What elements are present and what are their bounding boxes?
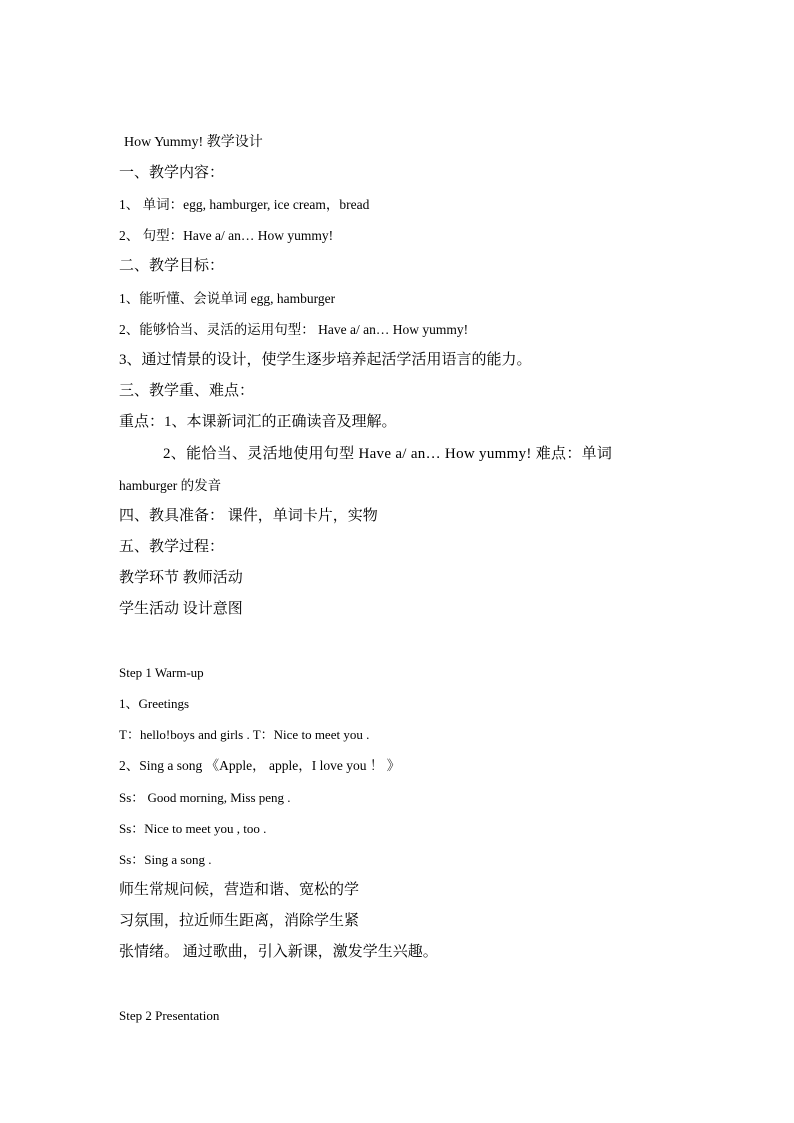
design-intent-line-2: 习氛围，拉近师生距离，消除学生紧: [119, 913, 360, 929]
step-1-teacher-greeting: T：hello!boys and girls . T：Nice to meet you .: [119, 727, 370, 742]
objective-item-3: 3、通过情景的设计，使学生逐步培养起活学活用语言的能力。: [119, 352, 532, 368]
content-item-words: 1、 单词：egg, hamburger, ice cream，bread: [119, 197, 370, 212]
step-1-student-reply-3: Ss：Sing a song .: [119, 852, 212, 867]
table-header-row-2: 学生活动 设计意图: [119, 601, 243, 617]
section-heading-key-points: 三、教学重、难点：: [119, 383, 255, 399]
objective-item-1: 1、能听懂、会说单词 egg, hamburger: [119, 291, 336, 306]
section-heading-objectives: 二、教学目标：: [119, 258, 225, 274]
key-point-1: 重点：1、本课新词汇的正确读音及理解。: [119, 414, 397, 430]
step-1-student-reply-1: Ss： Good morning, Miss peng .: [119, 790, 291, 805]
section-heading-process: 五、教学过程：: [119, 539, 225, 555]
step-1-heading: Step 1 Warm-up: [119, 665, 204, 680]
key-point-2: 2、能恰当、灵活地使用句型 Have a/ an… How yummy! 难点：单词: [163, 446, 613, 462]
design-intent-line-1: 师生常规问候，营造和谐、宽松的学: [119, 882, 360, 898]
document-title: How Yummy! 教学设计: [124, 135, 263, 150]
step-2-heading: Step 2 Presentation: [119, 1008, 220, 1023]
section-heading-materials: 四、教具准备： 课件，单词卡片，实物: [119, 508, 378, 524]
step-1-item-greetings: 1、Greetings: [119, 696, 190, 711]
design-intent-line-3: 张情绪。 通过歌曲，引入新课，激发学生兴趣。: [119, 944, 438, 960]
table-header-row-1: 教学环节 教师活动: [119, 570, 243, 586]
step-1-item-song: 2、Sing a song 《Apple， apple，I love you ！ 》: [119, 758, 401, 773]
section-heading-content: 一、教学内容：: [119, 165, 225, 181]
step-1-student-reply-2: Ss：Nice to meet you , too .: [119, 821, 267, 836]
difficulty-continuation: hamburger 的发音: [119, 478, 222, 493]
content-item-sentences: 2、 句型：Have a/ an… How yummy!: [119, 228, 334, 243]
objective-item-2: 2、能够恰当、灵活的运用句型： Have a/ an… How yummy!: [119, 322, 469, 337]
